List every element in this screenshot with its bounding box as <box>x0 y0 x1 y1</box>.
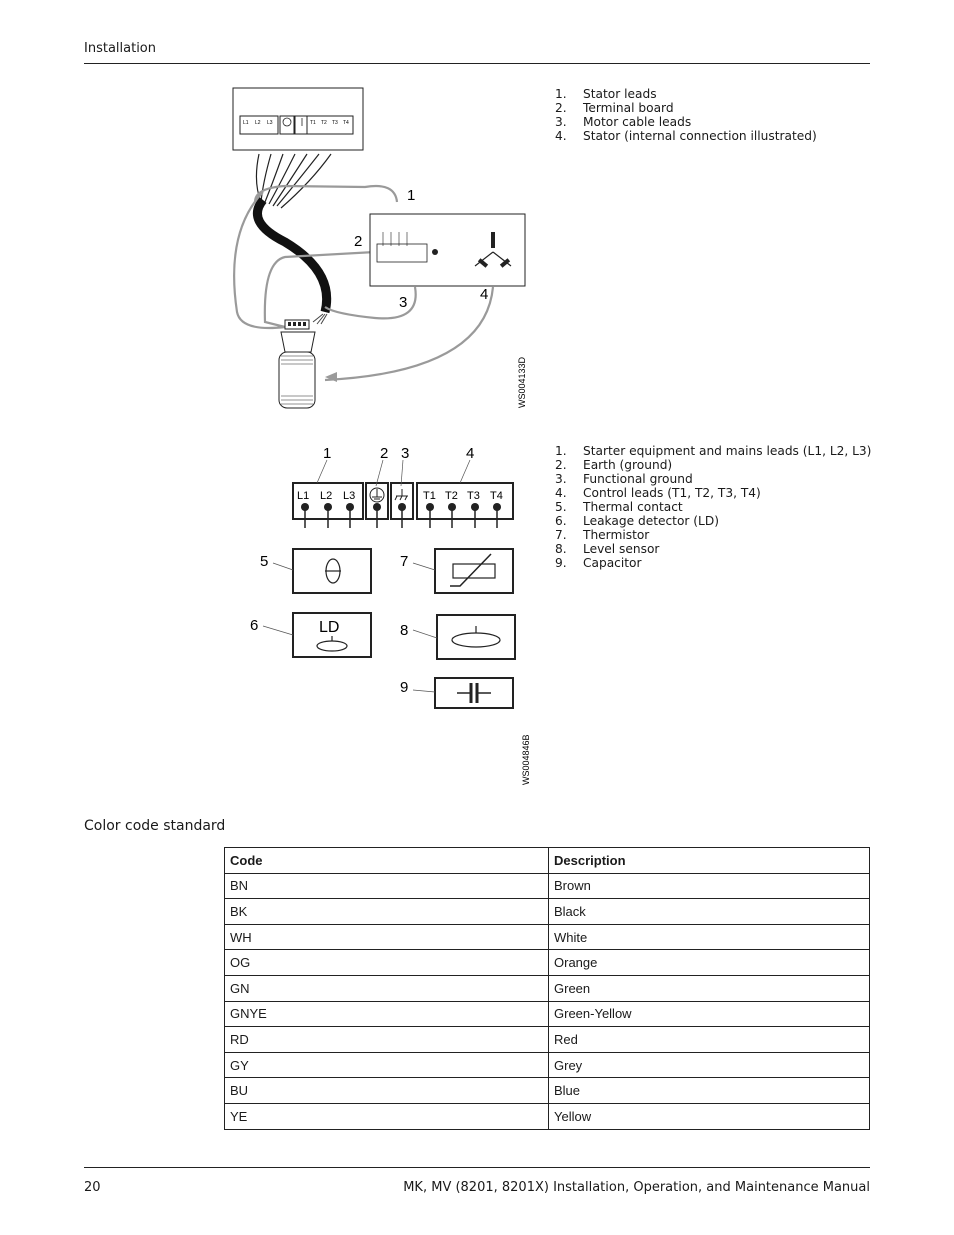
table-row <box>225 1078 870 1104</box>
cell-description: Black <box>549 899 870 925</box>
terminal-t3: T3 <box>467 490 480 502</box>
cell-code: GN <box>225 975 549 1001</box>
table-row <box>225 873 870 899</box>
fig2-callout-2: 2 <box>380 445 389 462</box>
cell-code: GY <box>225 1052 549 1078</box>
table-row <box>225 1103 870 1129</box>
fig1-code: WS004133D <box>517 356 527 408</box>
cell-code: GNYE <box>225 1001 549 1027</box>
board-label-l1: L1 <box>243 120 249 126</box>
cell-code: OG <box>225 950 549 976</box>
terminal-t2: T2 <box>445 490 458 502</box>
capacitor-symbol <box>435 678 513 708</box>
ld-label: LD <box>319 619 340 636</box>
cell-code: BN <box>225 873 549 899</box>
cell-description: Grey <box>549 1052 870 1078</box>
table-header-row <box>225 848 870 874</box>
terminal-t1: T1 <box>423 490 436 502</box>
functional-ground-icon <box>395 489 408 500</box>
fig1-callout-2: 2 <box>354 233 363 250</box>
table-row <box>225 924 870 950</box>
fig2-code: WS004846B <box>521 734 531 785</box>
table-row <box>225 950 870 976</box>
lead-wires <box>256 154 331 208</box>
legend-item: 4. Control leads (T1, T2, T3, T4) <box>555 486 761 500</box>
color-code-table <box>224 847 870 1130</box>
section-title: Color code standard <box>84 818 226 834</box>
fig2-callout-5: 5 <box>260 553 269 570</box>
cell-code: BU <box>225 1078 549 1104</box>
cell-description: Red <box>549 1027 870 1053</box>
legend-item: 2. Terminal board <box>555 101 674 115</box>
column-header-description: Description <box>549 848 870 874</box>
board-label-l2: L2 <box>255 120 261 126</box>
fig2-callout-7: 7 <box>400 553 409 570</box>
terminal-t4: T4 <box>490 490 503 502</box>
column-header-code: Code <box>225 848 549 874</box>
table-row <box>225 899 870 925</box>
cell-description: Yellow <box>549 1103 870 1129</box>
legend-item: 2. Earth (ground) <box>555 458 673 472</box>
fig1-callout-3: 3 <box>399 294 408 311</box>
cell-code: BK <box>225 899 549 925</box>
cell-description: Brown <box>549 873 870 899</box>
legend-item: 5. Thermal contact <box>555 500 683 514</box>
legend-item: 9. Capacitor <box>555 556 642 570</box>
cell-description: Green <box>549 975 870 1001</box>
cell-description: White <box>549 924 870 950</box>
terminal-symbols-figure <box>245 440 535 790</box>
earth-icon <box>370 488 384 502</box>
stator-wiring-figure <box>225 82 535 412</box>
running-header: Installation <box>84 41 157 56</box>
page-number: 20 <box>84 1180 101 1195</box>
cell-description: Green-Yellow <box>549 1001 870 1027</box>
footer-rule <box>84 1167 870 1168</box>
cell-code: WH <box>225 924 549 950</box>
fig2-callout-8: 8 <box>400 622 409 639</box>
cell-description: Orange <box>549 950 870 976</box>
board-label-t2: T2 <box>321 120 327 126</box>
legend-item: 7. Thermistor <box>555 528 650 542</box>
legend-item: 8. Level sensor <box>555 542 660 556</box>
board-label-t3: T3 <box>332 120 338 126</box>
fig2-callout-6: 6 <box>250 617 259 634</box>
terminal-l3: L3 <box>343 490 356 502</box>
legend-item: 3. Functional ground <box>555 472 693 486</box>
terminal-l2: L2 <box>320 490 333 502</box>
level-sensor-symbol <box>437 615 515 659</box>
legend-item: 4. Stator (internal connection illustrated) <box>555 129 817 143</box>
fig1-callout-1: 1 <box>407 187 416 204</box>
legend-item: 1. Starter equipment and mains leads (L1, L2, L3) <box>555 444 872 458</box>
stator-body <box>279 352 315 408</box>
manual-title: MK, MV (8201, 8201X) Installation, Operation, and Maintenance Manual <box>403 1180 870 1195</box>
fig1-callout-4: 4 <box>480 286 489 303</box>
cell-code: RD <box>225 1027 549 1053</box>
fig2-callout-1: 1 <box>323 445 332 462</box>
fig2-callout-9: 9 <box>400 679 409 696</box>
legend-item: 6. Leakage detector (LD) <box>555 514 719 528</box>
table-row <box>225 975 870 1001</box>
board-label-t4: T4 <box>343 120 349 126</box>
terminal-l1: L1 <box>297 490 310 502</box>
legend-item: 3. Motor cable leads <box>555 115 692 129</box>
table-row <box>225 1052 870 1078</box>
table-row <box>225 1027 870 1053</box>
figure2-legend <box>555 444 871 570</box>
board-label-t1: T1 <box>310 120 316 126</box>
header-rule <box>84 63 870 64</box>
fig2-callout-4: 4 <box>466 445 475 462</box>
cell-code: YE <box>225 1103 549 1129</box>
figure1-legend <box>555 87 817 143</box>
fig2-callout-3: 3 <box>401 445 410 462</box>
table-row <box>225 1001 870 1027</box>
cell-description: Blue <box>549 1078 870 1104</box>
legend-item: 1. Stator leads <box>555 87 657 101</box>
board-label-l3: L3 <box>267 120 273 126</box>
